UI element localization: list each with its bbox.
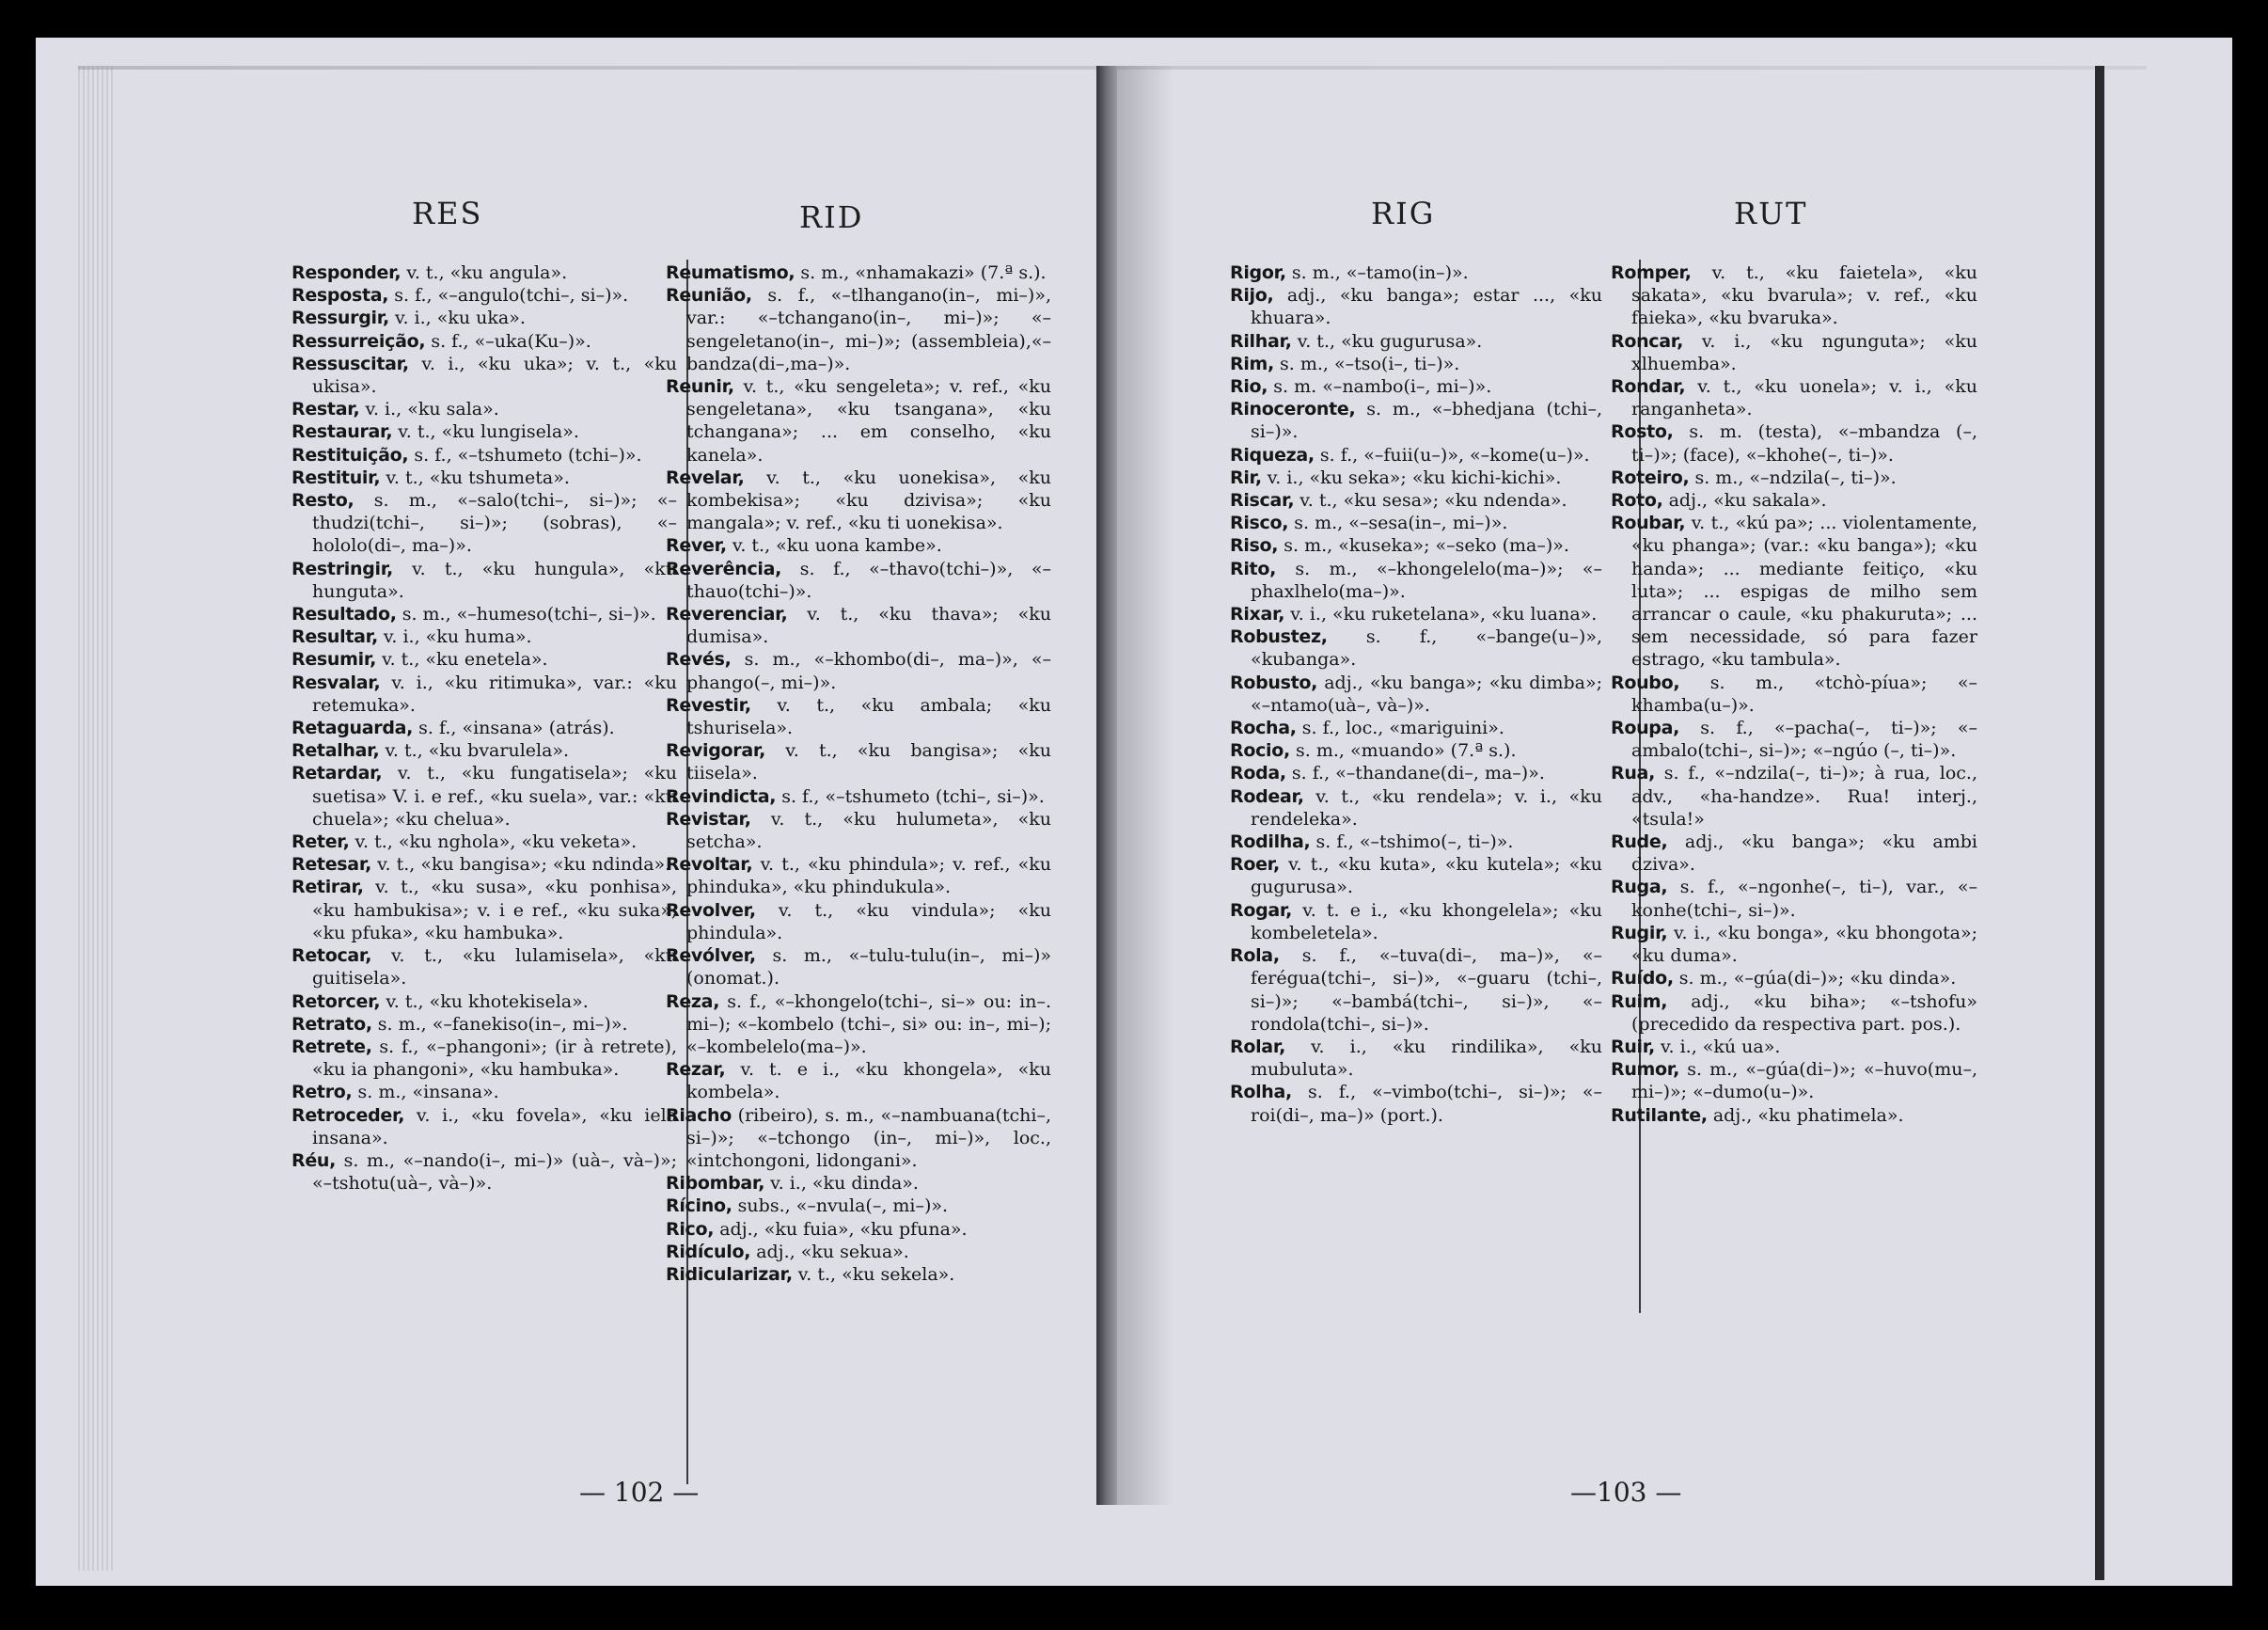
entry-definition: v. t. e i., «ku khongela», «ku kombela». bbox=[686, 1059, 1052, 1103]
entry-definition: v. t., «ku bangisa»; «ku ndinda». bbox=[377, 854, 671, 876]
entry-definition: s. f., «–tlhangano(in–, mi–)», var.: «–tchangano(in–, mi–)»; «–sengeletano(in–, mi–)»; (assembleia),«–bandza(di–,ma–)». bbox=[686, 285, 1051, 374]
entry-headword: Reunião, bbox=[666, 285, 752, 307]
guide-word-left: RES bbox=[412, 196, 483, 231]
entry-headword: Reverência, bbox=[666, 558, 782, 579]
dictionary-entry bbox=[1230, 785, 1602, 831]
entry-definition: s. m., «–tamo(in–)». bbox=[1291, 262, 1469, 283]
dictionary-entry bbox=[666, 1263, 1051, 1286]
entry-definition: s. f., «–angulo(tchi–, si–)». bbox=[394, 285, 629, 307]
page-number-right: —103 — bbox=[1570, 1477, 1682, 1508]
entry-headword: Rixar, bbox=[1230, 604, 1285, 625]
dictionary-entry bbox=[1611, 1058, 1977, 1103]
entry-definition: s. m., «–bhedjana (tchi–, si–)». bbox=[1251, 399, 1602, 443]
entry-definition: adj., «ku banga»; «ku ambi dziva». bbox=[1631, 831, 1977, 876]
entry-definition: v. t., «ku lulamisela», «ku guitisela». bbox=[312, 945, 678, 989]
entry-headword: Retirar, bbox=[291, 877, 364, 898]
entry-headword: Rio, bbox=[1230, 376, 1268, 398]
dictionary-entry bbox=[666, 808, 1051, 853]
page-102 bbox=[36, 38, 1098, 1586]
dictionary-entry bbox=[666, 1058, 1051, 1103]
entry-definition: v. t., «ku rendela»; v. i., «ku rendeleka». bbox=[1251, 785, 1602, 830]
entry-headword: Rugir, bbox=[1611, 922, 1668, 943]
entry-definition: v. t., «ku fungatisela»; «ku suetisa» V. i. e ref., «ku suela», var.: «ku chuela»; «ku cheluа». bbox=[312, 763, 677, 830]
entry-headword: Roubo, bbox=[1611, 672, 1680, 693]
entry-headword: Retorcer, bbox=[291, 990, 381, 1012]
dictionary-entry bbox=[1230, 672, 1602, 717]
entry-headword: Revólver, bbox=[666, 945, 756, 967]
entry-headword: Restar, bbox=[291, 399, 360, 420]
entry-headword: Rondar, bbox=[1611, 376, 1686, 398]
entry-definition: v. t., «ku uonela»; v. i., «ku ranganheta». bbox=[1631, 376, 1977, 420]
entry-headword: Ruir, bbox=[1611, 1036, 1655, 1057]
dictionary-entry bbox=[666, 739, 1051, 784]
entry-definition: v. i., «ku fovela», «ku iela insana». bbox=[312, 1104, 677, 1148]
entry-headword: Revelar, bbox=[666, 467, 745, 488]
dictionary-entry bbox=[1230, 353, 1602, 375]
column-right-2 bbox=[1611, 261, 1977, 1127]
guide-word-right: RUT bbox=[1734, 196, 1808, 231]
entry-headword: Retesar, bbox=[291, 854, 372, 876]
entry-headword: Rude, bbox=[1611, 831, 1668, 853]
dictionary-entry bbox=[291, 489, 677, 558]
dictionary-entry bbox=[1611, 1036, 1977, 1058]
entry-headword: Retrato, bbox=[291, 1013, 372, 1035]
entry-headword: Resposta, bbox=[291, 285, 389, 307]
entry-headword: Ressurgir, bbox=[291, 308, 389, 329]
dictionary-entry bbox=[666, 284, 1051, 375]
entry-headword: Risco, bbox=[1230, 513, 1289, 534]
entry-headword: Resumir, bbox=[291, 649, 377, 671]
entry-definition: s. f., «–vimbo(tchi–, si–)»; «–roi(di–, ma–)» (port.). bbox=[1251, 1082, 1602, 1126]
dictionary-entry bbox=[1611, 420, 1977, 466]
dictionary-entry bbox=[666, 785, 1051, 808]
entry-definition: v. i., «ku rindilika», «ku mubuluta». bbox=[1251, 1036, 1602, 1081]
entry-definition: (ribeiro), s. m., «–nambuana(tchi–, si–)»; «–tchongo (in–, mi–)», loc., «intchongoni, lidongani». bbox=[686, 1104, 1051, 1171]
dictionary-entry bbox=[291, 603, 677, 625]
entry-definition: s. m., «–gúa(di–)»; «–huvo(mu–, mi–)»; «–dumo(u–)». bbox=[1631, 1059, 1977, 1103]
entry-definition: v. t., «ku gugurusa». bbox=[1297, 330, 1483, 352]
dictionary-entry bbox=[1611, 922, 1977, 967]
dictionary-entry bbox=[291, 831, 677, 853]
dictionary-entry bbox=[291, 1013, 677, 1036]
entry-definition: v. t., «ku phindula»; v. ref., «ku phinduka», «ku phindukula». bbox=[686, 854, 1051, 898]
dictionary-entry bbox=[291, 739, 677, 762]
dictionary-entry bbox=[291, 398, 677, 420]
entry-definition: v. t., «ku tshumeta». bbox=[386, 467, 570, 488]
entry-headword: Reumatismo, bbox=[666, 262, 795, 283]
entry-definition: s. m., «nhamakazi» (7.ª s.). bbox=[800, 262, 1047, 283]
column-right-1 bbox=[1230, 261, 1602, 1127]
entry-definition: s. m. (testa), «–mbandza (–, ti–)»; (face), «–khohe(–, ti–)». bbox=[1631, 421, 1977, 466]
entry-headword: Rocio, bbox=[1230, 740, 1290, 762]
entry-definition: v. i., «ku ruketelana», «ku luana». bbox=[1290, 604, 1598, 625]
dictionary-entry bbox=[666, 1104, 1051, 1173]
entry-definition: s. f., «insana» (atrás). bbox=[418, 718, 615, 739]
dictionary-entry bbox=[291, 990, 677, 1013]
entry-headword: Ruído, bbox=[1611, 968, 1674, 989]
entry-definition: v. t., «ku sengeleta»; v. ref., «ku sengeletana», «ku tsangana», «ku tchangana»; ... em conselho, «ku kanela». bbox=[686, 376, 1051, 466]
entry-definition: v. t., «ku nghola», «ku veketa». bbox=[354, 831, 638, 853]
dictionary-entry bbox=[1611, 967, 1977, 989]
dictionary-entry bbox=[1230, 603, 1602, 625]
dictionary-entry bbox=[291, 944, 677, 989]
entry-headword: Restringir, bbox=[291, 558, 393, 579]
dictionary-entry bbox=[1230, 489, 1602, 512]
entry-definition: v. i., «ku uka». bbox=[395, 308, 526, 329]
entry-headword: Retardar, bbox=[291, 763, 383, 784]
entry-definition: v. t., «ku hungula», «ku hunguta». bbox=[312, 558, 677, 602]
entry-headword: Ressuscitar, bbox=[291, 353, 409, 374]
entry-definition: s. f., «–tshimo(–, ti–)». bbox=[1315, 831, 1514, 853]
entry-headword: Retro, bbox=[291, 1082, 353, 1103]
entry-definition: s. f., «–tuva(di–, ma–)», «–ferégua(tchi–, si–)», «–guaru (tchi–, si–)»; «–bambá(tchi–, si–)», «–rondola(tchi–, si–)». bbox=[1251, 945, 1602, 1035]
dictionary-entry bbox=[1611, 1104, 1977, 1127]
dictionary-entry bbox=[666, 648, 1051, 693]
entry-headword: Revestir, bbox=[666, 694, 751, 716]
guide-word-right: RID bbox=[799, 199, 864, 235]
entry-definition: v. t., «ku uona kambe». bbox=[732, 535, 942, 557]
dictionary-entry bbox=[1230, 831, 1602, 853]
entry-headword: Rezar, bbox=[666, 1059, 726, 1081]
column-left-2 bbox=[666, 261, 1051, 1286]
dictionary-entry bbox=[1611, 261, 1977, 330]
dictionary-entry bbox=[1611, 330, 1977, 375]
entry-definition: s. f., «–fuii(u–)», «–kome(u–)». bbox=[1319, 444, 1590, 466]
entry-headword: Rogar, bbox=[1230, 899, 1293, 921]
dictionary-entry bbox=[1230, 398, 1602, 443]
dictionary-entry bbox=[1611, 990, 1977, 1036]
dictionary-entry bbox=[1611, 375, 1977, 420]
entry-definition: v. t., «kú pa»; ... violentamente, «ku phanga»; (var.: «ku banga»); «ku handa»; ... mediante feitiço, «ku luta»; ... espigas de milho sem arrancar o caule, «ku phakuruta»; ... sem necessidade, só para fazer estrago, «ku tambula». bbox=[1631, 513, 1977, 671]
entry-headword: Rico, bbox=[666, 1218, 715, 1240]
entry-headword: Retroceder, bbox=[291, 1104, 405, 1126]
entry-definition: s. f., loc., «mariguini». bbox=[1301, 718, 1504, 739]
dictionary-entry bbox=[1611, 467, 1977, 489]
entry-definition: v. t., «ku enetela». bbox=[382, 649, 548, 671]
entry-definition: s. f., «–khongelo(tchi–, si–» ou: in–. mi–); «–kombelo (tchi–, si» ou: in–, mi–); «–kombelelo(ma–)». bbox=[686, 990, 1051, 1057]
entry-headword: Riqueza, bbox=[1230, 444, 1315, 466]
entry-definition: adj., «ku sekua». bbox=[756, 1241, 909, 1262]
entry-headword: Reza, bbox=[666, 990, 720, 1012]
dictionary-entry bbox=[291, 1036, 677, 1081]
entry-headword: Rodear, bbox=[1230, 785, 1304, 807]
entry-definition: v. t., «ku susa», «ku ponhisa», «ku hambukisa»; v. i e ref., «ku suka», «ku pfuka», «ku hambuka». bbox=[312, 877, 677, 943]
entry-headword: Responder, bbox=[291, 262, 402, 283]
dictionary-entry bbox=[666, 694, 1051, 739]
dictionary-entry bbox=[1230, 944, 1602, 1036]
dictionary-entry bbox=[1230, 375, 1602, 398]
entry-definition: adj., «ku sakala». bbox=[1668, 490, 1827, 512]
entry-headword: Riacho bbox=[666, 1104, 732, 1126]
entry-headword: Rever, bbox=[666, 535, 727, 557]
entry-headword: Rilhar, bbox=[1230, 330, 1292, 352]
entry-headword: Robustez, bbox=[1230, 626, 1328, 648]
entry-definition: s. m., «tchò-píua»; «–khamba(u–)». bbox=[1631, 672, 1977, 716]
dictionary-entry bbox=[666, 1172, 1051, 1195]
entry-headword: Revigorar, bbox=[666, 740, 766, 762]
entry-headword: Revolver, bbox=[666, 899, 756, 921]
entry-definition: v. t., «ku kuta», «ku kutela»; «ku gugurusa». bbox=[1251, 854, 1603, 898]
entry-headword: Rir, bbox=[1230, 467, 1262, 488]
entry-definition: adj., «ku banga»; «ku dimba»; «–ntamo(uà–, và–)». bbox=[1251, 672, 1602, 716]
dictionary-entry bbox=[1611, 762, 1977, 831]
dictionary-entry bbox=[291, 330, 677, 353]
entry-headword: Roda, bbox=[1230, 763, 1286, 784]
dictionary-entry bbox=[666, 261, 1051, 284]
entry-headword: Resto, bbox=[291, 490, 354, 512]
dictionary-entry bbox=[1230, 330, 1602, 353]
dictionary-entry bbox=[1230, 512, 1602, 534]
entry-headword: Roto, bbox=[1611, 490, 1663, 512]
dictionary-entry bbox=[291, 717, 677, 739]
entry-headword: Roupa, bbox=[1611, 718, 1680, 739]
dictionary-entry bbox=[1611, 831, 1977, 876]
entry-definition: v. i., «ku ngunguta»; «ku xlhuemba». bbox=[1631, 330, 1978, 374]
entry-definition: v. t., «ku uonekisa», «ku kombekisa»; «ku dzivisa»; «ku mangala»; v. ref., «ku ti uonekisa». bbox=[686, 467, 1051, 534]
entry-definition: v. t., «ku hulumeta», «ku setcha». bbox=[686, 808, 1051, 853]
entry-headword: Romper, bbox=[1611, 262, 1692, 283]
entry-definition: s. m., «–nando(i–, mi–)» (uà–, và–)»; «–tshotu(uà–, và–)». bbox=[312, 1149, 677, 1195]
entry-headword: Reverenciar, bbox=[666, 604, 788, 625]
entry-definition: v. i., «ku seka»; «ku kichi-kichi». bbox=[1267, 467, 1562, 488]
entry-definition: s. m. «–nambo(i–, mi–)». bbox=[1273, 376, 1492, 398]
entry-definition: s. f., «–thandane(di–, ma–)». bbox=[1291, 763, 1545, 784]
dictionary-entry bbox=[291, 307, 677, 329]
dictionary-entry bbox=[291, 444, 677, 467]
dictionary-entry bbox=[1230, 899, 1602, 944]
dictionary-entry bbox=[291, 467, 677, 489]
entry-headword: Rim, bbox=[1230, 353, 1274, 374]
entry-headword: Revés, bbox=[666, 649, 732, 671]
dictionary-entry bbox=[1230, 625, 1602, 671]
dictionary-entry bbox=[666, 603, 1051, 648]
entry-definition: s. m., «–sesa(in–, mi–)». bbox=[1294, 513, 1508, 534]
entry-headword: Reter, bbox=[291, 831, 350, 853]
dictionary-entry bbox=[1230, 444, 1602, 467]
entry-definition: v. t., «ku bangisa»; «ku tiisela». bbox=[686, 740, 1051, 784]
entry-headword: Rocha, bbox=[1230, 718, 1297, 739]
dictionary-entry bbox=[1230, 739, 1602, 762]
dictionary-entry bbox=[666, 467, 1051, 535]
entry-headword: Rodilha, bbox=[1230, 831, 1311, 853]
entry-headword: Ressurreição, bbox=[291, 330, 426, 352]
dictionary-entry bbox=[1611, 489, 1977, 512]
column-left-1 bbox=[291, 261, 677, 1195]
dictionary-entry bbox=[666, 1218, 1051, 1241]
entry-headword: Retaguarda, bbox=[291, 718, 414, 739]
dictionary-entry bbox=[291, 853, 677, 876]
entry-headword: Restituir, bbox=[291, 467, 381, 488]
page-number-left: — 102 — bbox=[579, 1477, 700, 1508]
dictionary-entry bbox=[666, 1241, 1051, 1263]
entry-headword: Rolha, bbox=[1230, 1082, 1292, 1103]
entry-headword: Revoltar, bbox=[666, 854, 753, 876]
entry-definition: s. m., «muando» (7.ª s.). bbox=[1295, 740, 1517, 762]
entry-definition: s. f., «–tshumeto (tchi–)». bbox=[414, 444, 642, 466]
entry-definition: s. m., «–humeso(tchi–, si–)». bbox=[402, 604, 656, 625]
entry-definition: s. f., «–phangoni»; (ir à retrete), «ku ia phangoni», «ku hambuka». bbox=[312, 1036, 677, 1081]
entry-headword: Rinoceronte, bbox=[1230, 399, 1356, 420]
entry-definition: adj., «ku biha»; «–tshofu» (precedido da respectiva part. pos.). bbox=[1631, 990, 1977, 1035]
entry-definition: s. m., «–fanekiso(in–, mi–)». bbox=[377, 1013, 628, 1035]
entry-headword: Rola, bbox=[1230, 945, 1280, 967]
entry-definition: v. t., «ku ambala; «ku tshurisela». bbox=[686, 694, 1051, 739]
entry-definition: s. m., «insana». bbox=[357, 1082, 499, 1103]
entry-headword: Roer, bbox=[1230, 854, 1280, 876]
entry-definition: v. t., «ku faietela», «ku sakata», «ku bvarula»; v. ref., «ku faieka», «ku bvaruka». bbox=[1631, 262, 1977, 329]
entry-definition: subs., «–nvula(–, mi–)». bbox=[737, 1195, 949, 1217]
dictionary-entry bbox=[1230, 534, 1602, 557]
dictionary-entry bbox=[666, 534, 1051, 557]
entry-definition: v. t., «ku lungisela». bbox=[398, 421, 579, 443]
entry-headword: Retalhar, bbox=[291, 740, 380, 762]
dictionary-entry bbox=[291, 625, 677, 648]
entry-headword: Restituição, bbox=[291, 444, 409, 466]
entry-headword: Rito, bbox=[1230, 558, 1276, 579]
entry-headword: Rigor, bbox=[1230, 262, 1286, 283]
entry-headword: Restaurar, bbox=[291, 421, 393, 443]
dictionary-entry bbox=[291, 1081, 677, 1103]
entry-headword: Ridículo, bbox=[666, 1241, 751, 1262]
entry-definition: adj., «ku banga»; estar ..., «ku khuara». bbox=[1251, 285, 1602, 329]
entry-headword: Reunir, bbox=[666, 376, 734, 398]
entry-headword: Riscar, bbox=[1230, 490, 1295, 512]
entry-definition: s. m., «kuseka»; «–seko (ma–)». bbox=[1284, 535, 1569, 557]
entry-definition: v. t., «ku sesa»; «ku ndenda». bbox=[1299, 490, 1567, 512]
dictionary-entry bbox=[1230, 762, 1602, 784]
entry-headword: Retrete, bbox=[291, 1036, 372, 1057]
entry-definition: s. f., «–ngonhe(–, ti–), var., «–konhe(tchi–, si–)». bbox=[1631, 877, 1978, 921]
entry-definition: v. i., «ku ritimuka», var.: «ku retemuka». bbox=[312, 672, 678, 716]
entry-definition: s. m., «–ndzila(–, ti–)». bbox=[1694, 467, 1897, 488]
dictionary-entry bbox=[291, 648, 677, 671]
dictionary-entry bbox=[1230, 1081, 1602, 1126]
dictionary-entry bbox=[666, 558, 1051, 603]
entry-headword: Resultado, bbox=[291, 604, 397, 625]
entry-headword: Rosto, bbox=[1611, 421, 1674, 443]
entry-headword: Ribombar, bbox=[666, 1173, 765, 1195]
entry-definition: s. m., «–tulu-tulu(in–, mi–)» (onomat.). bbox=[686, 945, 1051, 989]
dictionary-entry bbox=[291, 672, 677, 717]
entry-headword: Rua, bbox=[1611, 763, 1655, 784]
dictionary-entry bbox=[666, 990, 1051, 1059]
entry-definition: s. m., «–salo(tchi–, si–)»; «–thudzi(tchi–, si–)»; (sobras), «–hololo(di–, ma–)». bbox=[312, 490, 677, 557]
entry-definition: v. t., «ku angula». bbox=[406, 262, 568, 283]
entry-definition: v. i., «ku huma». bbox=[383, 626, 532, 648]
dictionary-entry bbox=[291, 353, 677, 398]
dictionary-entry bbox=[666, 375, 1051, 467]
entry-definition: v. i., «ku sala». bbox=[365, 399, 499, 420]
dictionary-entry bbox=[1611, 672, 1977, 717]
entry-definition: v. i., «ku dinda». bbox=[770, 1173, 919, 1195]
entry-definition: s. f., «–pacha(–, ti–)»; «–ambalo(tchi–, si–)»; «–ngúo (–, ti–)». bbox=[1631, 718, 1977, 762]
dictionary-entry bbox=[291, 762, 677, 831]
dictionary-entry bbox=[666, 853, 1051, 898]
dictionary-entry bbox=[666, 944, 1051, 989]
entry-definition: adj., «ku phatimela». bbox=[1712, 1104, 1904, 1126]
page-edge-right bbox=[2095, 66, 2104, 1580]
entry-headword: Ruga, bbox=[1611, 877, 1668, 898]
dictionary-entry bbox=[1230, 853, 1602, 898]
entry-definition: s. f., «–bange(u–)», «kubanga». bbox=[1251, 626, 1602, 671]
entry-headword: Retocar, bbox=[291, 945, 372, 967]
entry-headword: Revindicta, bbox=[666, 785, 777, 807]
entry-definition: v. t., «ku khotekisela». bbox=[386, 990, 589, 1012]
dictionary-entry bbox=[666, 899, 1051, 944]
dictionary-entry bbox=[1611, 512, 1977, 671]
entry-definition: s. f., «–ndzila(–, ti–)»; à rua, loc., adv., «ha-handze». Rua! interj., «tsula!» bbox=[1631, 763, 1977, 830]
entry-definition: v. t., «ku bvarulela». bbox=[385, 740, 570, 762]
entry-headword: Riso, bbox=[1230, 535, 1279, 557]
entry-definition: v. t., «ku vindula»; «ku phindula». bbox=[686, 899, 1051, 943]
page-103 bbox=[1098, 38, 2232, 1586]
dictionary-entry bbox=[291, 284, 677, 307]
entry-definition: s. m., «–tso(i–, ti–)». bbox=[1280, 353, 1460, 374]
entry-headword: Resvalar, bbox=[291, 672, 381, 693]
dictionary-entry bbox=[291, 1104, 677, 1149]
entry-definition: s. f., «–thavo(tchi–)», «–thauo(tchi–)». bbox=[686, 558, 1051, 602]
entry-headword: Ridicularizar, bbox=[666, 1263, 793, 1285]
dictionary-entry bbox=[1611, 876, 1977, 921]
entry-headword: Réu, bbox=[291, 1149, 337, 1171]
entry-headword: Resultar, bbox=[291, 626, 378, 648]
dictionary-entry bbox=[291, 261, 677, 284]
entry-definition: v. t., «ku thava»; «ku dumisa». bbox=[686, 604, 1051, 648]
entry-headword: Rolar, bbox=[1230, 1036, 1286, 1057]
entry-definition: s. f., «–uka(Ku–)». bbox=[431, 330, 591, 352]
entry-headword: Roteiro, bbox=[1611, 467, 1690, 488]
dictionary-entry bbox=[1230, 261, 1602, 284]
entry-headword: Robusto, bbox=[1230, 672, 1318, 693]
dictionary-entry bbox=[1230, 284, 1602, 329]
entry-definition: v. i., «ku bonga», «ku bhongota»; «ku duma». bbox=[1631, 922, 1977, 967]
entry-headword: Rumor, bbox=[1611, 1059, 1680, 1081]
entry-headword: Rijo, bbox=[1230, 285, 1274, 307]
dictionary-entry bbox=[291, 1149, 677, 1195]
dictionary-entry bbox=[1611, 717, 1977, 762]
entry-headword: Rícino, bbox=[666, 1195, 732, 1217]
entry-definition: adj., «ku fuia», «ku pfuna». bbox=[719, 1218, 968, 1240]
dictionary-entry bbox=[666, 1195, 1051, 1217]
scanned-sheet bbox=[36, 38, 2232, 1586]
entry-definition: v. i., «ku uka»; v. t., «ku ukisa». bbox=[312, 353, 677, 398]
entry-definition: s. m., «–gúa(di–)»; «ku dinda». bbox=[1678, 968, 1957, 989]
dictionary-entry bbox=[1230, 1036, 1602, 1081]
guide-word-left: RIG bbox=[1371, 196, 1436, 231]
entry-headword: Ruim, bbox=[1611, 990, 1668, 1012]
entry-headword: Revistar, bbox=[666, 808, 751, 830]
entry-definition: v. t., «ku sekela». bbox=[797, 1263, 955, 1285]
dictionary-entry bbox=[291, 876, 677, 944]
dictionary-entry bbox=[1230, 558, 1602, 603]
entry-headword: Roncar, bbox=[1611, 330, 1683, 352]
entry-headword: Rutilante, bbox=[1611, 1104, 1708, 1126]
dictionary-entry bbox=[1230, 717, 1602, 739]
entry-definition: v. t. e i., «ku khongelela»; «ku kombeletela». bbox=[1251, 899, 1602, 943]
dictionary-entry bbox=[1230, 467, 1602, 489]
entry-headword: Roubar, bbox=[1611, 513, 1686, 534]
dictionary-entry bbox=[291, 558, 677, 603]
dictionary-entry bbox=[291, 420, 677, 443]
entry-definition: v. i., «kú ua». bbox=[1661, 1036, 1781, 1057]
entry-definition: s. m., «–khongelelo(ma–)»; «–phaxlhelo(ma–)». bbox=[1251, 558, 1602, 602]
entry-definition: s. m., «–khombo(di–, ma–)», «–phango(–, mi–)». bbox=[686, 649, 1051, 693]
entry-definition: s. f., «–tshumeto (tchi–, si–)». bbox=[781, 785, 1045, 807]
